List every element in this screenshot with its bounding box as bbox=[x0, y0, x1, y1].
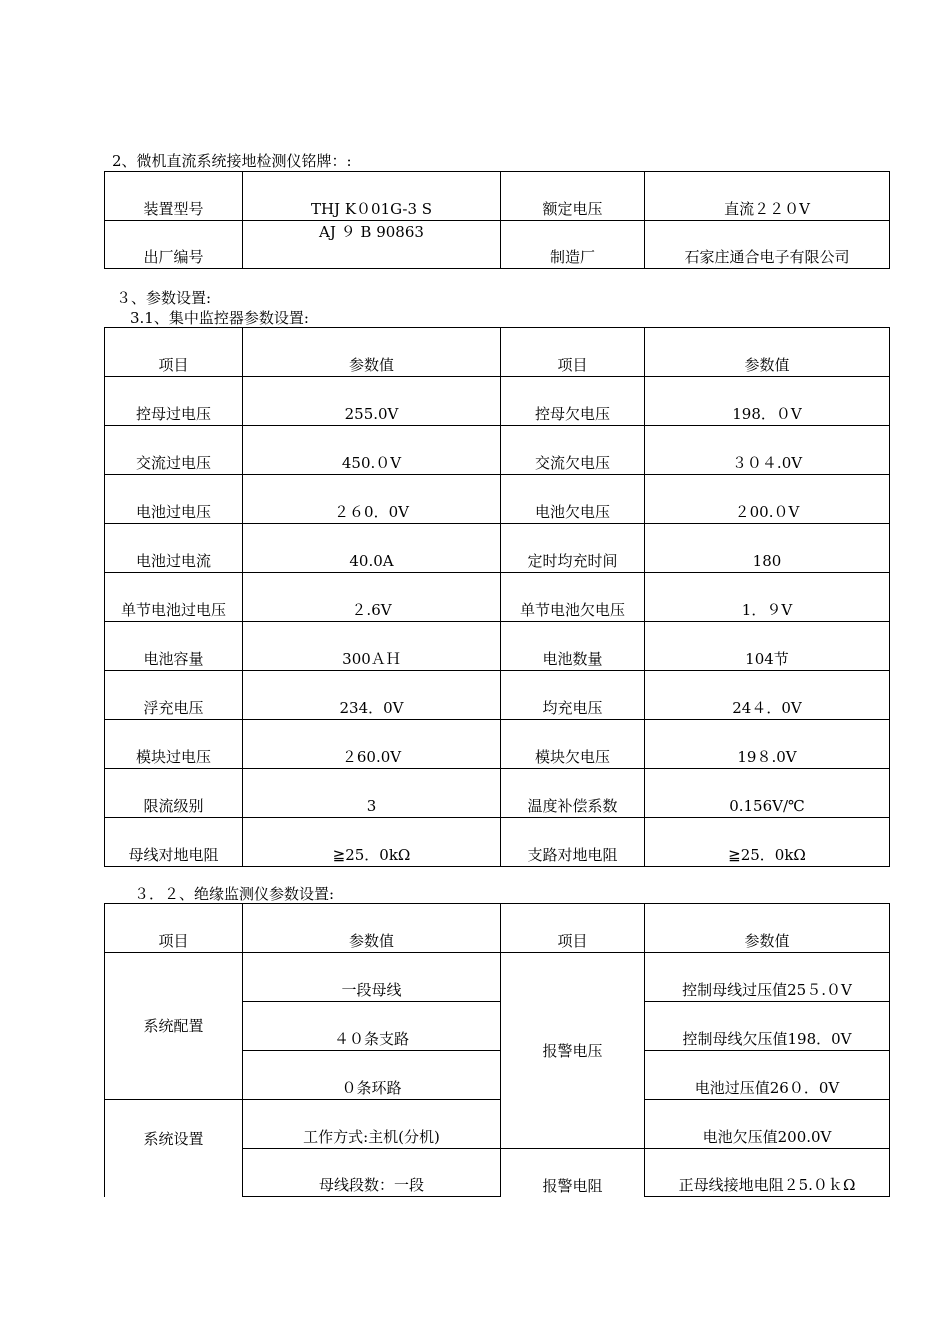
param-name: 单节电池过电压 bbox=[105, 573, 243, 622]
param-value: ０条环路 bbox=[243, 1051, 501, 1100]
param-value: 一段母线 bbox=[243, 953, 501, 1002]
nameplate-row bbox=[105, 221, 890, 269]
nameplate-table bbox=[104, 171, 890, 269]
param-value: 40.0A bbox=[243, 524, 501, 573]
param-value: 104节 bbox=[645, 622, 890, 671]
param-name: 单节电池欠电压 bbox=[501, 573, 645, 622]
table-row bbox=[105, 720, 890, 769]
param-name: 支路对地电阻 bbox=[501, 818, 645, 867]
table-row bbox=[105, 377, 890, 426]
column-header: 项目 bbox=[105, 904, 243, 953]
param-name: 均充电压 bbox=[501, 671, 645, 720]
param-value: 180 bbox=[645, 524, 890, 573]
table-row bbox=[105, 818, 890, 867]
monitor-params-heading: 3.1、集中监控器参数设置: bbox=[130, 309, 309, 327]
param-value: ≧25．0kΩ bbox=[645, 818, 890, 867]
table-header-row bbox=[105, 904, 890, 953]
table-header-row bbox=[105, 328, 890, 377]
param-name: 模块欠电压 bbox=[501, 720, 645, 769]
param-value: ≧25．0kΩ bbox=[243, 818, 501, 867]
nameplate-value: 石家庄通合电子有限公司 bbox=[645, 221, 890, 269]
table-row bbox=[105, 953, 890, 1002]
alarm-resistance-label: 报警电阻 bbox=[501, 1149, 645, 1197]
column-header: 参数值 bbox=[645, 904, 890, 953]
param-value: 24４．0V bbox=[645, 671, 890, 720]
system-config-label: 系统配置 bbox=[105, 953, 243, 1100]
column-header: 项目 bbox=[105, 328, 243, 377]
param-value: ２00.０V bbox=[645, 475, 890, 524]
param-value: 0.156V/℃ bbox=[645, 769, 890, 818]
param-name: 模块过电压 bbox=[105, 720, 243, 769]
param-name: 限流级别 bbox=[105, 769, 243, 818]
column-header: 项目 bbox=[501, 904, 645, 953]
nameplate-label: 装置型号 bbox=[105, 172, 243, 221]
param-value: 255.0V bbox=[243, 377, 501, 426]
param-value: 198．０V bbox=[645, 377, 890, 426]
section3-heading: ３、参数设置: bbox=[116, 289, 212, 307]
table-row bbox=[105, 671, 890, 720]
param-value: 控制母线欠压值198．0V bbox=[645, 1002, 890, 1051]
table-row bbox=[105, 622, 890, 671]
table-row bbox=[105, 524, 890, 573]
param-name: 交流过电压 bbox=[105, 426, 243, 475]
param-value: ２６0．0V bbox=[243, 475, 501, 524]
table-row bbox=[105, 475, 890, 524]
nameplate-row bbox=[105, 172, 890, 221]
monitor-params-table bbox=[104, 327, 890, 867]
table-row bbox=[105, 573, 890, 622]
param-value: 电池欠压值200.0V bbox=[645, 1100, 890, 1149]
param-name: 浮充电压 bbox=[105, 671, 243, 720]
nameplate-label: 制造厂 bbox=[501, 221, 645, 269]
param-value: 工作方式:主机(分机) bbox=[243, 1100, 501, 1149]
param-value: 19８.0V bbox=[645, 720, 890, 769]
param-value: 电池过压值26０．0V bbox=[645, 1051, 890, 1100]
param-name: 电池过电流 bbox=[105, 524, 243, 573]
param-name: 电池数量 bbox=[501, 622, 645, 671]
param-name: 温度补偿系数 bbox=[501, 769, 645, 818]
table-row bbox=[105, 426, 890, 475]
column-header: 参数值 bbox=[645, 328, 890, 377]
param-value: 母线段数：一段 bbox=[243, 1149, 501, 1197]
param-name: 电池过电压 bbox=[105, 475, 243, 524]
nameplate-value: 直流２２０V bbox=[645, 172, 890, 221]
param-value: ３０４.0V bbox=[645, 426, 890, 475]
param-name: 母线对地电阻 bbox=[105, 818, 243, 867]
param-name: 电池欠电压 bbox=[501, 475, 645, 524]
param-value: 450.０V bbox=[243, 426, 501, 475]
param-name: 交流欠电压 bbox=[501, 426, 645, 475]
column-header: 参数值 bbox=[243, 328, 501, 377]
param-value: 234．0V bbox=[243, 671, 501, 720]
alarm-voltage-label: 报警电压 bbox=[501, 953, 645, 1149]
nameplate-value: AJ ９ B 90863 bbox=[243, 221, 501, 269]
param-name: 控母过电压 bbox=[105, 377, 243, 426]
insulation-params-heading: ３．２、绝缘监测仪参数设置: bbox=[134, 885, 335, 903]
param-value: ２60.0V bbox=[243, 720, 501, 769]
nameplate-label: 额定电压 bbox=[501, 172, 645, 221]
table-row bbox=[105, 769, 890, 818]
param-value: 3 bbox=[243, 769, 501, 818]
param-name: 控母欠电压 bbox=[501, 377, 645, 426]
param-value: 控制母线过压值25５.０V bbox=[645, 953, 890, 1002]
param-value: 1．９V bbox=[645, 573, 890, 622]
nameplate-label: 出厂编号 bbox=[105, 221, 243, 269]
param-value: 300ＡＨ bbox=[243, 622, 501, 671]
column-header: 参数值 bbox=[243, 904, 501, 953]
insulation-params-table bbox=[104, 903, 890, 1197]
nameplate-heading: 2、微机直流系统接地检测仪铭牌：: bbox=[112, 152, 352, 170]
param-value: 正母线接地电阻２5.０ｋΩ bbox=[645, 1149, 890, 1197]
system-setting-label: 系统设置 bbox=[105, 1100, 243, 1197]
param-value: ２.6V bbox=[243, 573, 501, 622]
nameplate-value: THJ K０01G-3 S bbox=[243, 172, 501, 221]
param-name: 定时均充时间 bbox=[501, 524, 645, 573]
param-name: 电池容量 bbox=[105, 622, 243, 671]
table-row bbox=[105, 1100, 890, 1149]
column-header: 项目 bbox=[501, 328, 645, 377]
param-value: ４０条支路 bbox=[243, 1002, 501, 1051]
